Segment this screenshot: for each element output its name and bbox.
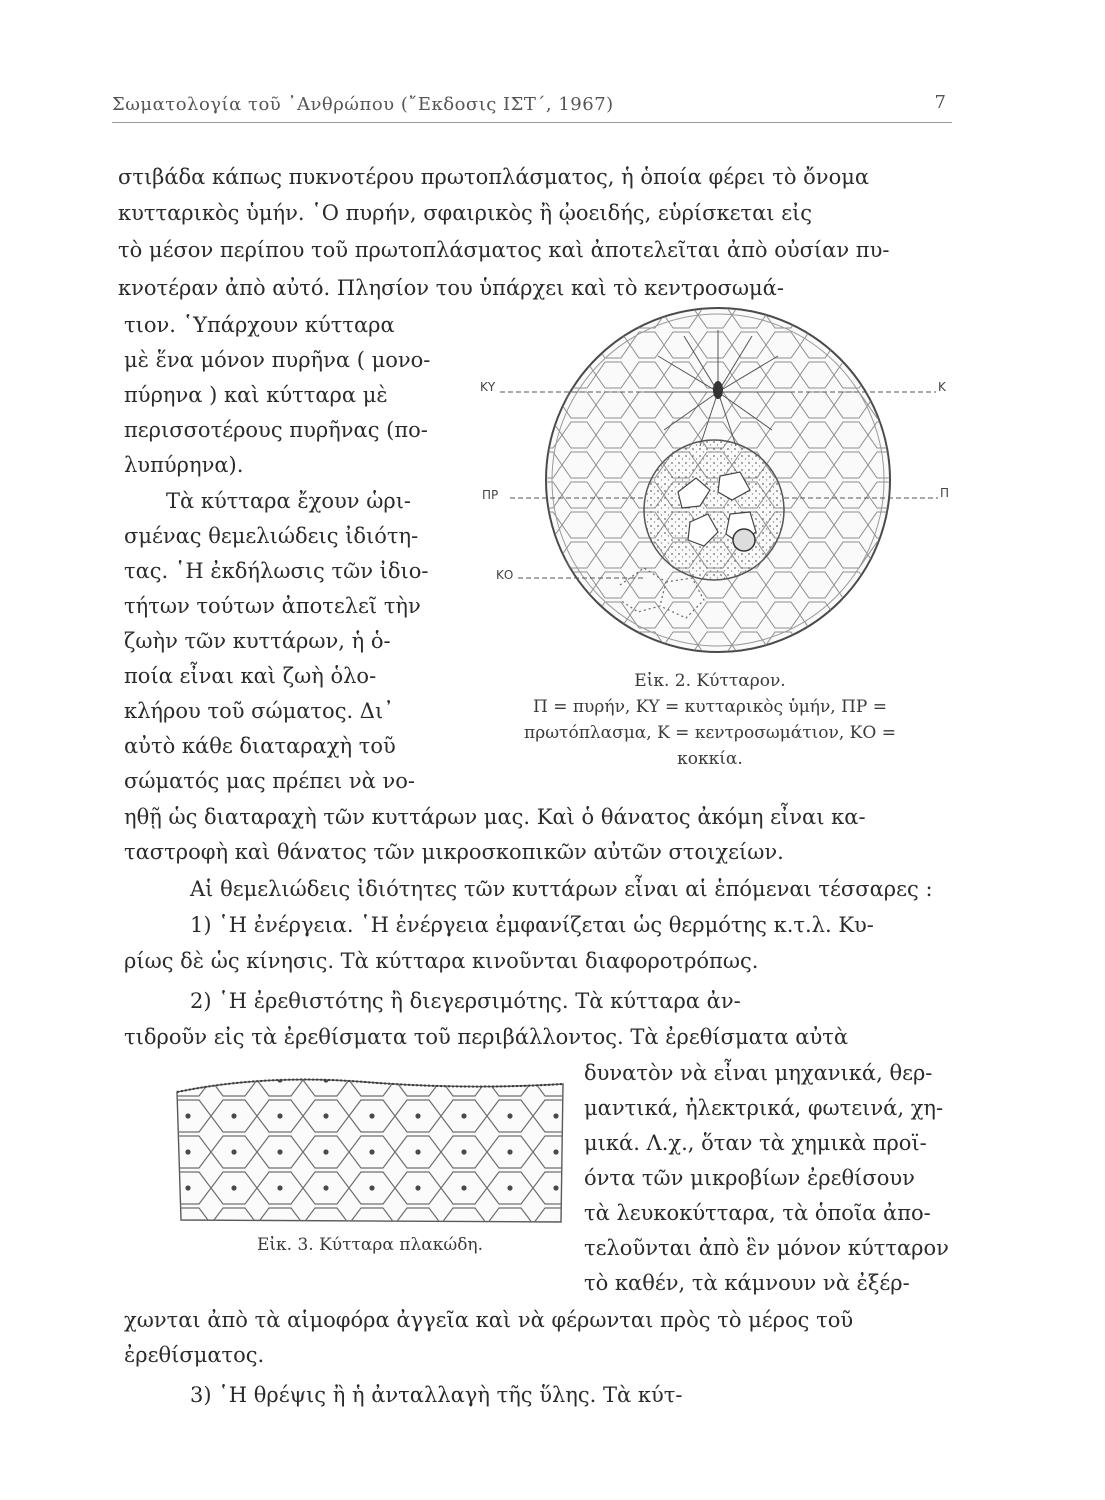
label-ky: ΚΥ (480, 380, 496, 394)
text-line: ταστροφὴ καὶ θάνατος τῶν μικροσκοπικῶν αὐτῶν στοιχείων. (124, 840, 784, 864)
text-line: ζωὴν τῶν κυττάρων, ἡ ὁ- (124, 629, 391, 653)
text-line: αὐτὸ κάθε διαταραχὴ τοῦ (124, 734, 396, 758)
text-line: τιδροῦν εἰς τὰ ἐρεθίσματα τοῦ περιβάλλοντος. Τὰ ἐρεθίσματα αὐτὰ (124, 1025, 849, 1049)
label-ko: ΚΟ (496, 568, 514, 582)
text-line: στιβάδα κάπως πυκνοτέρου πρωτοπλάσματος, ἡ ὁποία φέρει τὸ ὄνομα (118, 165, 870, 189)
text-line: όντα τῶν μικροβίων ἐρεθίσουν (584, 1166, 915, 1190)
text-line: πύρηνα ) καὶ κύτταρα μὲ (124, 383, 388, 407)
text-line: κυτταρικὸς ὑμήν. ῾Ο πυρήν, σφαιρικὸς ἢ ᾠοειδής, εὑρίσκεται εἰς (118, 201, 813, 225)
text-line: τὸ καθέν, τὰ κάμνουν νὰ ἐξέρ- (584, 1271, 910, 1295)
text-line: ἐρεθίσματος. (124, 1343, 265, 1367)
figure-3-squamous-cells (165, 1062, 575, 1232)
text-line: δυνατὸν νὰ εἶναι μηχανικά, θερ- (584, 1061, 933, 1085)
figure-2-caption-line: κοκκία. (677, 749, 743, 769)
text-line: 3) ῾Η θρέψις ἢ ἡ ἀνταλλαγὴ τῆς ὕλης. Τὰ κύτ- (190, 1383, 683, 1407)
running-title: Σωματολογία τοῦ ᾿Ανθρώπου (῎Εκδοσις ΙΣΤ΄, 1967) (112, 94, 614, 115)
text-line: ποία εἶναι καὶ ζωὴ ὁλο- (124, 664, 377, 688)
label-pr: ΠΡ (482, 488, 499, 502)
label-p: Π (940, 486, 950, 500)
text-line: σμένας θεμελιώδεις ἰδιότη- (124, 524, 419, 548)
text-line: 1) ῾Η ἐνέργεια. ῾Η ἐνέργεια ἐμφανίζεται ὡς θερμότης κ.τ.λ. Κυ- (190, 913, 874, 937)
figure-2-caption (470, 668, 950, 772)
running-header (112, 92, 952, 123)
text-line: 2) ῾Η ἐρεθιστότης ἢ διεγερσιμότης. Τὰ κύτταρα ἀν- (190, 989, 741, 1013)
text-line: τας. ῾Η ἐκδήλωσις τῶν ἰδιο- (124, 559, 429, 583)
text-line: τιον. ῾Υπάρχουν κύτταρα (124, 313, 395, 337)
text-line: μαντικά, ἠλεκτρικά, φωτεινά, χη- (584, 1096, 944, 1120)
text-line: μὲ ἕνα μόνον πυρῆνα ( μονο- (124, 348, 431, 372)
text-line: Αἱ θεμελιώδεις ἰδιότητες τῶν κυττάρων εἶναι αἱ ἑπόμεναι τέσσαρες : (190, 877, 933, 901)
nucleus (644, 440, 784, 580)
nucleolus (733, 529, 755, 551)
text-line: μικά. Λ.χ., ὅταν τὰ χημικὰ προϊ- (584, 1131, 927, 1155)
text-line: Τὰ κύτταρα ἔχουν ὡρι- (166, 489, 412, 513)
text-line: κλήρου τοῦ σώματος. Δι᾿ (124, 699, 394, 723)
figure-2-caption-title: Εἰκ. 2. Κύτταρον. (634, 671, 786, 691)
centrosome (713, 381, 723, 399)
text-line: περισσοτέρους πυρῆνας (πο- (124, 418, 428, 442)
text-line: χωνται ἀπὸ τὰ αἱμοφόρα ἀγγεῖα καὶ νὰ φέρωνται πρὸς τὸ μέρος τοῦ (124, 1308, 854, 1332)
text-line: τελοῦνται ἀπὸ ἓν μόνον κύτταρον (584, 1236, 949, 1260)
text-line: σώματός μας πρέπει νὰ νο- (124, 769, 415, 793)
page-number: 7 (934, 92, 946, 113)
text-line: ηθῇ ὡς διαταραχὴ τῶν κυττάρων μας. Καὶ ὁ θάνατος ἀκόμη εἶναι κα- (124, 805, 866, 829)
figure-2-cell-diagram (460, 300, 960, 670)
text-line: τὸ μέσον περίπου τοῦ πρωτοπλάσματος καὶ ἀποτελεῖται ἀπὸ οὐσίαν πυ- (118, 238, 890, 262)
figure-2-caption-line: Π = πυρήν, ΚΥ = κυτταρικὸς ὑμήν, ΠΡ = (533, 697, 887, 717)
text-line: λυπύρηνα). (124, 453, 244, 477)
label-k: Κ (938, 380, 946, 394)
figure-3-caption: Εἰκ. 3. Κύτταρα πλακώδη. (256, 1235, 484, 1255)
text-line: τήτων τούτων ἀποτελεῖ τὴν (124, 594, 421, 618)
figure-2-caption-line: πρωτόπλασμα, Κ = κεντροσωμάτιον, ΚΟ = (524, 723, 896, 743)
text-line: τὰ λευκοκύτταρα, τὰ ὁποῖα ἀπο- (584, 1201, 931, 1225)
text-line: κνοτέραν ἀπὸ αὐτό. Πλησίον του ὑπάρχει καὶ τὸ κεντροσωμά- (118, 276, 784, 300)
text-line: ρίως δὲ ὡς κίνησις. Τὰ κύτταρα κινοῦνται διαφοροτρόπως. (124, 949, 759, 973)
